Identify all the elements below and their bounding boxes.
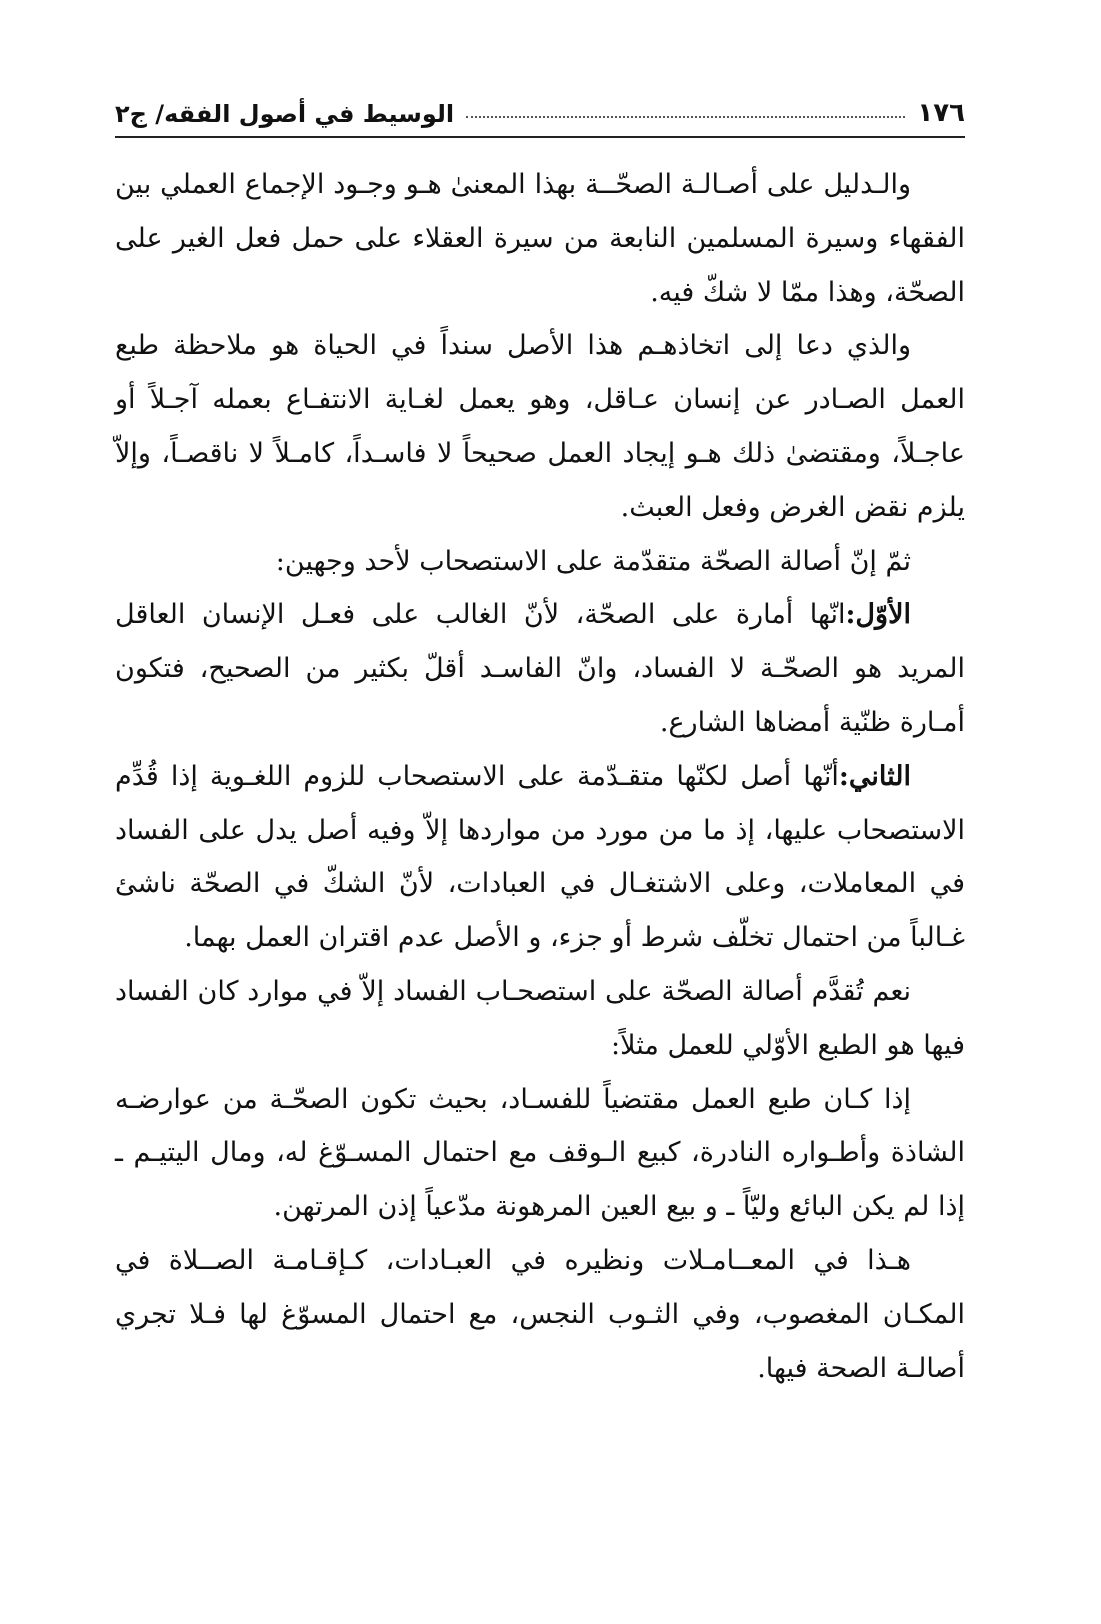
paragraph-evidence	[115, 158, 965, 319]
running-title: الوسيط في أصول الفقه/ ج٢	[115, 100, 455, 128]
paragraph-first-reason	[115, 588, 965, 749]
header-rule	[115, 136, 965, 138]
body-text	[115, 158, 965, 1395]
page-number: ١٧٦	[917, 98, 965, 128]
paragraph-text: ثمّ إنّ أصالة الصحّة متقدّمة على الاستصحاب لأحد وجهين:	[275, 545, 911, 577]
paragraph-text: إذا كـان طبع العمل مقتضياً للفسـاد، بحيث تكون الصحّـة من عوارضـه الشاذة وأطـواره النادرة، كبيع الـوقف مع احتمال المسـوّغ له، ومال اليتيـم ـ إذا لم يكن البائع وليّاً ـ و بيع العين المرهونة مدّعياً إذن المرتهن.	[115, 1083, 965, 1223]
paragraph-reason	[115, 319, 965, 534]
paragraph-text: نعم تُقدَّم أصالة الصحّة على استصحـاب الفساد إلاّ في موارد كان الفساد فيها هو الطبع الأوّلي للعمل مثلاً:	[115, 975, 965, 1061]
paragraph-text: والذي دعا إلى اتخاذهـم هذا الأصل سنداً في الحياة هو ملاحظة طبع العمل الصـادر عن إنسان عـاقل، وهو يعمل لغـاية الانتفـاع بعمله آجـلاً أو عاجـلاً، ومقتضىٰ ذلك هـو إيجاد العمل صحيحاً لا فاسـداً، كامـلاً لا ناقصـاً، وإلاّ يلزم نقض الغرض وفعل العبث.	[115, 330, 965, 523]
second-reason-label: الثاني:	[838, 760, 911, 792]
first-reason-label: الأوّل:	[845, 599, 911, 631]
paragraph-examples-transactions	[115, 1073, 965, 1234]
paragraph-examples-worship	[115, 1234, 965, 1395]
page-header	[115, 82, 965, 128]
paragraph-text: أنّها أصل لكنّها متقـدّمة على الاستصحاب للزوم اللغـوية إذا قُدِّم الاستصحاب عليها، إذ ما من مورد من مواردها إلاّ وفيه أصل يدل على الفساد في المعاملات، وعلى الاشتغـال في العبادات، لأنّ الشكّ في الصحّة ناشئ غـالباً من احتمال تخلّف شرط أو جزء، و الأصل عدم اقتران العمل بهما.	[115, 760, 965, 954]
paragraph-text: انّها أمارة على الصحّة، لأنّ الغالب على فعـل الإنسان العاقل المريد هو الصحّـة لا الفساد، وانّ الفاسـد أقلّ بكثير من الصحيح، فتكون أمـارة ظنّية أمضاها الشارع.	[115, 599, 965, 738]
paragraph-text: والـدليل على أصـالـة الصحّــة بهذا المعنىٰ هـو وجـود الإجماع العملي بين الفقهاء وسيرة المسلمين النابعة من سيرة العقلاء على حمل فعل الغير على الصحّة، وهذا ممّا لا شكّ فيه.	[115, 169, 965, 308]
paragraph-text: هـذا في المعــامـلات ونظيره في العبـادات، كـإقـامـة الصــلاة في المكـان المغصوب، وفي الثـوب النجس، مع احتمال المسوّغ لها فـلا تجري أصالـة الصحة فيها.	[115, 1244, 965, 1384]
header-dotted-leader	[466, 115, 905, 118]
paragraph-second-reason	[115, 750, 965, 965]
paragraph-exception	[115, 965, 965, 1073]
paragraph-precedence	[115, 535, 965, 589]
